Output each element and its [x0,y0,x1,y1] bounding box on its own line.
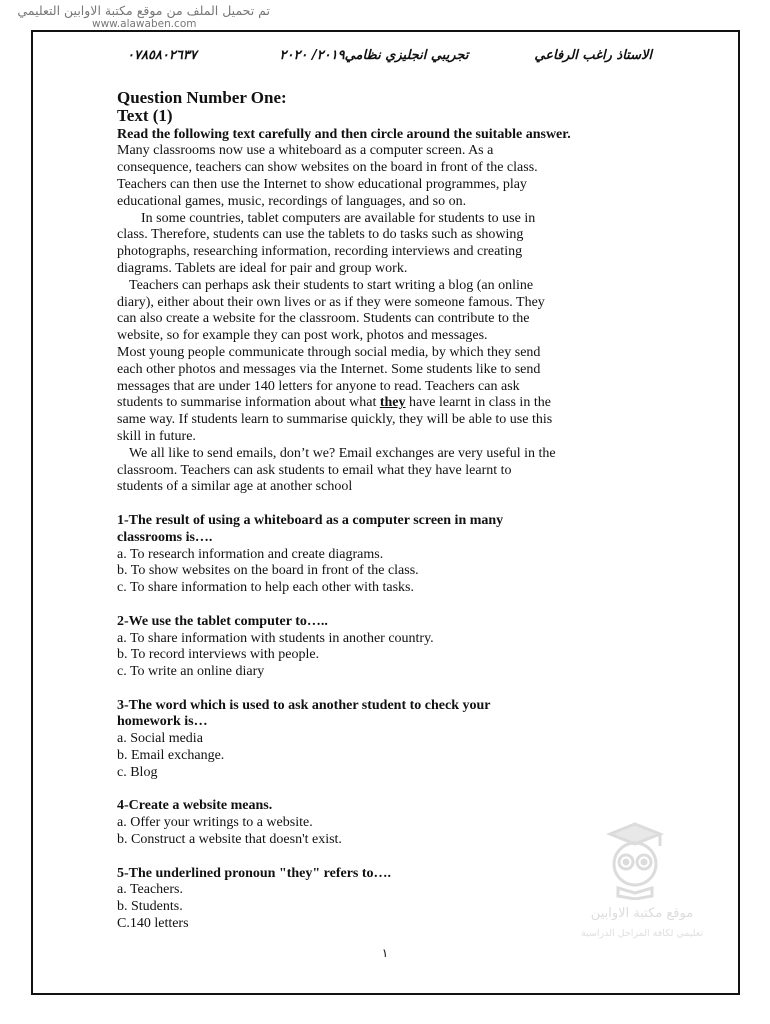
reading-passage [117,143,677,496]
passage-line: students of a similar age at another school [117,479,353,495]
passage-line: same way. If students learn to summarise quickly, they will be able to use this [117,412,553,428]
question-1 [117,513,677,597]
answer-option: c. To write an online diary [117,664,265,680]
answer-option: c. Blog [117,764,158,780]
passage-line: diagrams. Tablets are ideal for pair and group work. [117,260,408,276]
instruction: Read the following text carefully and then circle around the suitable answer. [117,126,571,142]
question-stem: 2-We use the tablet computer to….. [117,613,328,629]
answer-option: b. To record interviews with people. [117,647,320,663]
passage-line: educational games, music, recordings of languages, and so on. [117,193,467,209]
watermark-tagline: تعليمي لكافة المراحل الدراسية [580,928,704,939]
passage-line: class. Therefore, students can use the tablets to do tasks such as showing [117,227,524,243]
section-title: Question Number One: [117,88,287,107]
header-phone: ٠٧٨٥٨٠٢٦٣٧ [127,48,197,63]
question-2 [117,614,677,681]
question-3 [117,698,677,782]
section-subtitle: Text (1) [117,106,173,125]
owl-graduate-icon [600,820,670,900]
question-4 [117,798,677,848]
passage-line: consequence, teachers can show websites on the board in front of the class. [117,160,538,176]
passage-line: messages that are under 140 letters for anyone to read. Teachers can ask [117,378,520,394]
passage-line: Teachers can then use the Internet to show educational programmes, play [117,176,527,192]
answer-option: b. Email exchange. [117,748,225,764]
passage-line: diary), either about their own lives or as if they were someone famous. They [117,294,545,310]
passage-line: each other photos and messages via the Internet. Some students like to send [117,361,541,377]
passage-line: In some countries, tablet computers are available for students to use in [141,210,536,226]
passage-line: photographs, researching information, recording interviews and creating [117,244,523,260]
question-stem: 3-The word which is used to ask another student to check your [117,697,491,713]
question-stem: 4-Create a website means. [117,798,273,814]
page-number: ١ [381,946,389,960]
passage-line: Teachers can perhaps ask their students to start writing a blog (an online [129,277,534,293]
question-stem: homework is… [117,714,208,730]
question-5 [117,866,677,933]
answer-option: b. Construct a website that doesn't exist. [117,832,342,848]
answer-option: c. To share information to help each other with tasks. [117,580,414,596]
passage-text: have learnt in class in the [405,395,551,411]
passage-line: skill in future. [117,428,196,444]
underlined-pronoun: they [379,395,406,411]
passage-line: We all like to send emails, don’t we? Email exchanges are very useful in the [129,445,556,461]
passage-line [117,395,677,412]
website-url: www.alawaben.com [92,18,197,30]
question-stem: 5-The underlined pronoun "they" refers to…. [117,865,392,881]
question-stem: classrooms is…. [117,529,213,545]
question-stem: 1-The result of using a whiteboard as a computer screen in many [117,512,504,528]
answer-option: a. Offer your writings to a website. [117,815,313,831]
header-exam-title: تجريبي انجليزي نظامي٢٠١٩/ ٢٠٢٠ [279,48,469,63]
answer-option: a. Teachers. [117,882,184,898]
answer-option: a. To research information and create diagrams. [117,546,384,562]
answer-option: b. Students. [117,899,183,915]
passage-line: Many classrooms now use a whiteboard as a computer screen. As a [117,143,494,159]
exam-content [117,89,677,933]
watermark-name: موقع مكتبة الاوابين [590,906,694,921]
download-note: تم تحميل الملف من موقع مكتبة الاوابين التعليمي [17,3,270,18]
answer-option: b. To show websites on the board in front of the class. [117,563,419,579]
answer-option: a. To share information with students in another country. [117,630,434,646]
passage-line: website, so for example they can post work, photos and messages. [117,328,488,344]
passage-line: classroom. Teachers can ask students to email what they have learnt to [117,462,512,478]
header-teacher: الاستاذ راغب الرفاعي [534,48,652,63]
passage-line: can also create a website for the classroom. Students can contribute to the [117,311,530,327]
passage-text: students to summarise information about what [117,395,380,411]
passage-line: Most young people communicate through social media, by which they send [117,344,541,360]
answer-option: a. Social media [117,731,203,747]
answer-option: C.140 letters [117,916,189,932]
